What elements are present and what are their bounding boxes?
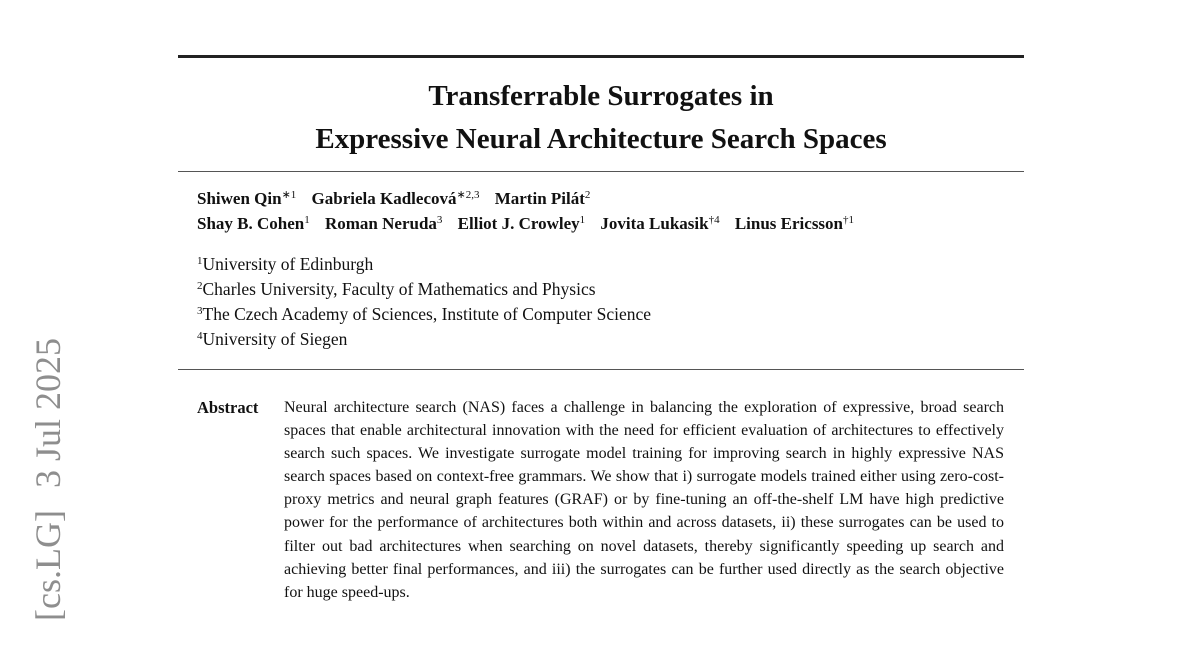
arxiv-date: 3 Jul 2025 [28, 338, 68, 489]
arxiv-category: [cs.LG] [28, 510, 68, 621]
author: Elliot J. Crowley$^1$ [457, 214, 586, 233]
author-line-1 [197, 186, 1017, 211]
affiliation-list [197, 252, 1017, 352]
title-divider [178, 171, 1024, 172]
author-line-2 [197, 211, 1017, 236]
author: Shay B. Cohen$^1$ [197, 214, 310, 233]
top-rule [178, 55, 1024, 58]
author-list [197, 186, 1017, 236]
author: Roman Neruda$^3$ [324, 214, 443, 233]
author: Jovita Lukasik$^{\dagger 4}$ [600, 214, 720, 233]
arxiv-stamp [28, 338, 68, 621]
paper-title [178, 75, 1024, 161]
abstract-divider [178, 369, 1024, 370]
affiliation: $^2$Charles University, Faculty of Mathematics and Physics [197, 279, 596, 299]
author: Gabriela Kadlecová$^{∗2,3}$ [311, 189, 480, 208]
abstract-heading: Abstract [197, 398, 259, 417]
affiliation: $^4$University of Siegen [197, 329, 348, 349]
author: Linus Ericsson$^{\dagger 1}$ [734, 214, 855, 233]
author: Shiwen Qin$^{∗1}$ [197, 189, 297, 208]
affiliation: $^1$University of Edinburgh [197, 254, 374, 274]
author: Martin Pilát$^2$ [494, 189, 591, 208]
abstract-body: Neural architecture search (NAS) faces a challenge in balancing the exploration of expressive, broad search spaces that enable architectural innovation with the need for efficient evaluation of architectures to effectively search such spaces. We investigate surrogate model training for improving search in highly expressive NAS search spaces based on context-free grammars. We show that i) surrogate models trained either using zero-cost-proxy metrics and neural graph features (GRAF) or by fine-tuning an off-the-shelf LM have high predictive power for the performance of architectures both within and across datasets, ii) these surrogates can be used to filter out bad architectures when searching on novel datasets, thereby significantly speeding up search and achieving better final performances, and iii) the surrogates can be further used directly as the search objective for huge speed-ups. [284, 399, 1004, 601]
affiliation: $^3$The Czech Academy of Sciences, Institute of Computer Science [197, 304, 652, 324]
title-line-1: Transferrable Surrogates in [428, 80, 774, 112]
title-line-2: Expressive Neural Architecture Search Spaces [315, 123, 887, 155]
